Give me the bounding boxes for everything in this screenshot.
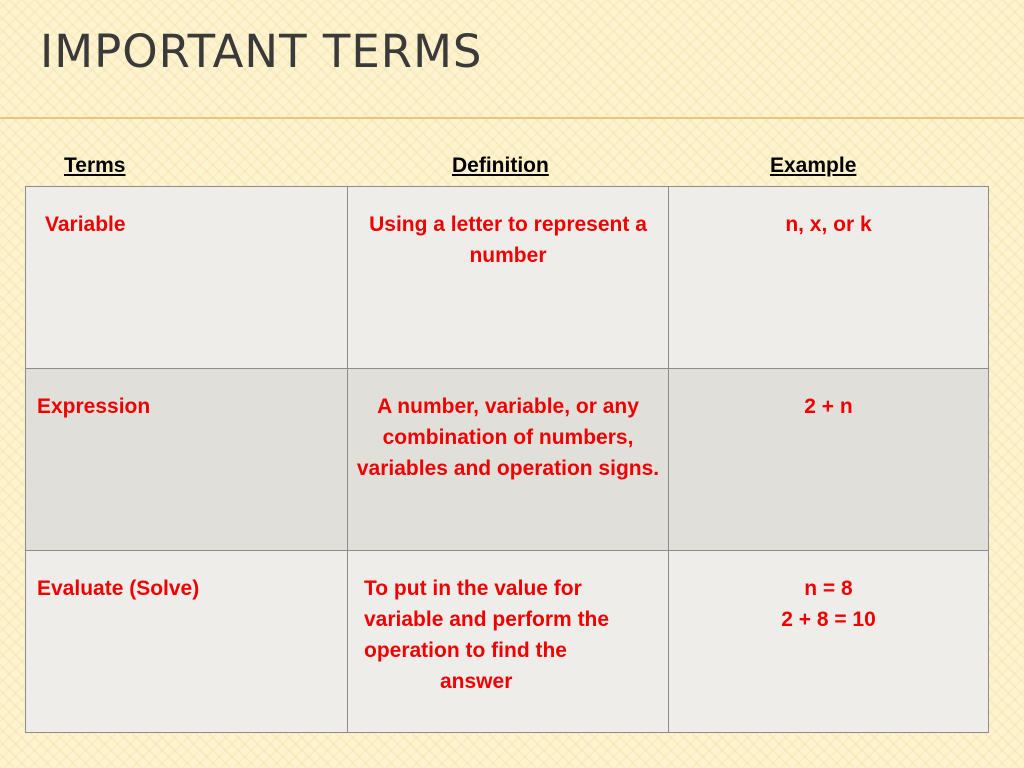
example-line: n = 8	[804, 577, 853, 600]
example-line: 2 + 8 = 10	[781, 608, 876, 631]
example-cell: 2 + n	[669, 369, 988, 551]
definition-cell	[348, 551, 669, 732]
header-definition: Definition	[452, 154, 549, 177]
header-terms: Terms	[64, 154, 126, 177]
definition-line: To put in the value for	[364, 577, 582, 600]
term-cell: Variable	[26, 187, 348, 369]
term-cell: Expression	[26, 369, 348, 551]
definition-line: variable and perform the	[364, 608, 610, 631]
definition-line: operation to find the	[364, 639, 567, 662]
slide-title: IMPORTANT TERMS	[40, 25, 483, 78]
definition-cell: Using a letter to represent a number	[348, 187, 669, 369]
example-cell	[669, 551, 988, 732]
header-example: Example	[770, 154, 857, 177]
terms-table	[25, 186, 989, 733]
definition-line: answer	[440, 670, 513, 693]
example-cell: n, x, or k	[669, 187, 988, 369]
term-cell: Evaluate (Solve)	[26, 551, 348, 732]
title-divider	[0, 117, 1024, 119]
definition-cell: A number, variable, or any combination of numbers, variables and operation signs.	[348, 369, 669, 551]
